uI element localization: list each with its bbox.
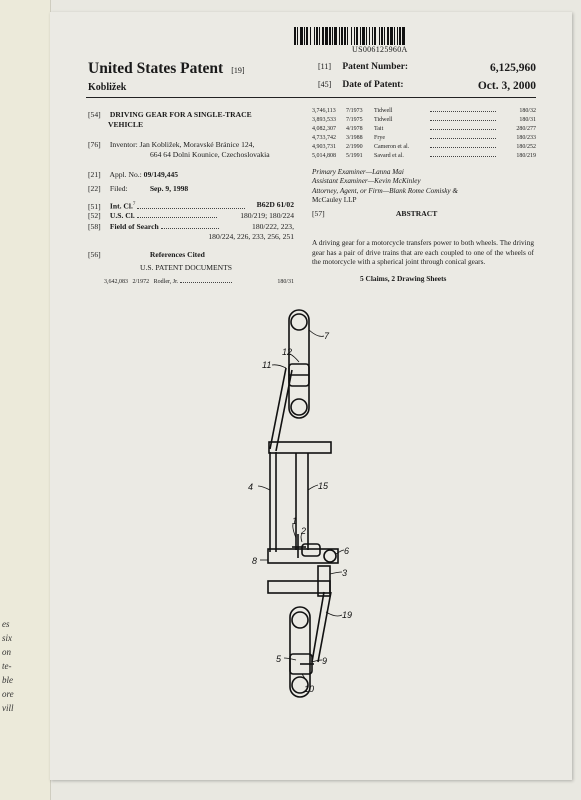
leader-dots xyxy=(430,129,496,130)
uscl-value: 180/219; 180/224 xyxy=(240,211,294,220)
ref-date: 7/1975 xyxy=(346,117,363,123)
title-field xyxy=(88,110,298,130)
drawing-label: 4 xyxy=(248,482,254,492)
strip-fragment: vill xyxy=(2,703,14,713)
ref-number: 3,893,533 xyxy=(312,117,336,123)
reference-row xyxy=(104,279,294,285)
invention-title: DRIVING GEAR FOR A SINGLE-TRACE xyxy=(109,110,252,119)
drawing-label: 11 xyxy=(262,360,272,370)
reference-row xyxy=(312,117,536,126)
drawing-label: 15 xyxy=(318,481,329,491)
patent-date: Oct. 3, 2000 xyxy=(477,80,536,92)
assistant-examiner: Assistant Examiner—Kevin McKinley xyxy=(312,177,421,186)
top-pulley-lower xyxy=(291,399,307,415)
reference-row xyxy=(312,144,536,153)
drawing-label: 3 xyxy=(342,568,348,578)
reference-row xyxy=(312,108,536,117)
uscl-label: U.S. Cl. xyxy=(109,211,135,220)
ref-number: 5,014,808 xyxy=(312,153,336,159)
appl-number: 09/149,445 xyxy=(143,170,179,179)
strip-fragment: ble xyxy=(2,675,13,685)
drawing-label: 2 xyxy=(301,526,307,536)
ref-name: Tidwell xyxy=(374,108,393,114)
drawing-label: 12 xyxy=(282,347,293,357)
field-code: [57] xyxy=(312,209,325,218)
ref-date: 2/1990 xyxy=(346,144,363,150)
field-code: [22] xyxy=(88,184,101,193)
ref-date: 7/1973 xyxy=(346,108,363,114)
ref-number: 4,733,742 xyxy=(312,135,336,141)
abstract-heading: ABSTRACT xyxy=(395,209,438,218)
appl-label: Appl. No.: xyxy=(109,170,142,179)
upper-cross-member xyxy=(269,442,331,453)
adjacent-page-strip xyxy=(0,0,51,800)
right-references xyxy=(312,108,536,162)
leader-dots xyxy=(430,111,496,112)
inventor-field xyxy=(88,140,303,160)
drawing-label: 10 xyxy=(304,684,315,694)
patent-number-row xyxy=(318,62,536,72)
barcode-gap xyxy=(405,27,406,45)
drawing-label: 8 xyxy=(252,556,258,566)
abstract-heading-row xyxy=(312,209,536,219)
ref-name: Savard et al. xyxy=(374,153,404,159)
ref-number: 3,642,083 xyxy=(104,279,128,285)
search-value-cont: 180/224, 226, 233, 256, 251 xyxy=(208,232,294,241)
drawing-label: 19 xyxy=(342,610,353,620)
leader-dots xyxy=(430,120,496,121)
references-heading: References Cited xyxy=(149,250,205,259)
ref-class: 180/233 xyxy=(516,135,536,141)
attorney-cont: McCauley LLP xyxy=(312,196,357,205)
title-code: [19] xyxy=(231,66,245,75)
uscl-field xyxy=(88,211,294,221)
field-code: [11] xyxy=(318,62,332,71)
ref-class: 180/31 xyxy=(277,279,294,285)
examiners-block xyxy=(312,168,536,206)
field-code: [54] xyxy=(88,110,101,119)
search-label: Field of Search xyxy=(109,222,159,231)
barcode xyxy=(294,27,484,45)
top-pulley xyxy=(291,314,307,330)
patent-drawing xyxy=(226,302,406,702)
leader-dots xyxy=(430,138,496,139)
intcl-label: Int. Cl. xyxy=(109,201,133,211)
primary-examiner: Primary Examiner—Lanna Mai xyxy=(312,168,404,176)
field-code: [52] xyxy=(88,211,101,220)
search-field xyxy=(88,222,294,241)
drawing-label: 9 xyxy=(322,656,328,666)
patent-number-label: Patent Number: xyxy=(342,62,409,72)
strip-fragment: six xyxy=(2,633,12,643)
header-rule xyxy=(86,97,536,98)
ref-date: 3/1988 xyxy=(346,135,363,141)
document-number: US006125960A xyxy=(352,45,408,54)
strip-fragment: ore xyxy=(2,689,14,699)
patent-title-header xyxy=(88,60,245,78)
inventor-surname: Kobližek xyxy=(88,82,127,93)
ref-class: 180/32 xyxy=(519,108,536,114)
drawing-label: 5 xyxy=(276,654,282,664)
ref-class: 180/252 xyxy=(516,144,536,150)
drawing-label: 7 xyxy=(324,331,330,341)
invention-title-cont: VEHICLE xyxy=(108,120,144,129)
ref-date: 5/1991 xyxy=(346,153,363,159)
ref-date: 2/1972 xyxy=(132,279,150,285)
filed-field xyxy=(88,184,188,194)
filed-date: Sep. 9, 1998 xyxy=(149,184,189,193)
filed-label: Filed: xyxy=(109,184,128,193)
ref-name: Tidwell xyxy=(374,117,393,123)
ref-name: Cameron et al. xyxy=(374,144,410,150)
strip-fragment: te- xyxy=(2,661,12,671)
date-row xyxy=(318,80,536,90)
intcl-value: B62D 61/02 xyxy=(256,200,294,209)
inventor-label: Inventor: xyxy=(109,140,138,149)
appl-field xyxy=(88,170,178,180)
claims-summary: 5 Claims, 2 Drawing Sheets xyxy=(360,274,447,283)
ref-number: 3,746,113 xyxy=(312,108,336,114)
references-heading-row xyxy=(88,250,294,260)
ref-name: Frye xyxy=(374,135,385,141)
strip-fragment: on xyxy=(2,647,11,657)
field-code: [45] xyxy=(318,80,332,89)
us-docs-heading: U.S. PATENT DOCUMENTS xyxy=(140,263,232,272)
ref-name: Tait xyxy=(374,126,384,132)
leader-dots xyxy=(430,156,496,157)
ref-number: 4,903,731 xyxy=(312,144,336,150)
ref-class: 180/219 xyxy=(516,153,536,159)
field-code: [21] xyxy=(88,170,101,179)
field-code: [51] xyxy=(88,201,101,211)
patent-number: 6,125,960 xyxy=(490,62,536,74)
lower-cross-member xyxy=(268,581,330,593)
reference-row xyxy=(312,153,536,162)
field-code: [76] xyxy=(88,140,101,149)
drawing-label: 1 xyxy=(292,516,298,526)
ref-name: Rodler, Jr. xyxy=(153,279,179,285)
attorney: Attorney, Agent, or Firm—Blank Rome Comisky & xyxy=(312,186,458,195)
leader-dots xyxy=(430,147,496,148)
reference-row xyxy=(312,135,536,144)
reference-row xyxy=(312,126,536,135)
strip-fragment: es xyxy=(2,619,10,629)
search-value: 180/222, 223, xyxy=(252,222,294,231)
date-label: Date of Patent: xyxy=(342,80,404,90)
inventor-address: Jan Kobližek, Moravské Bránice 124, xyxy=(139,140,255,149)
abstract-text: A driving gear for a motorcycle transfers power to both wheels. The driving gear has a pair of drive trains that are each coupled to one of the wheels of the motorcycle with a spherical joint through conical gears. xyxy=(312,238,534,267)
intcl-field: [51] Int. Cl.$^7$ B62D 61/02 xyxy=(88,200,294,211)
ref-number: 4,082,307 xyxy=(312,126,336,132)
ref-class: 280/277 xyxy=(516,126,536,132)
ref-date: 4/1978 xyxy=(346,126,363,132)
patent-page xyxy=(50,12,572,780)
field-code: [58] xyxy=(88,222,101,231)
inventor-address-cont: 664 64 Dolni Kounice, Czechoslovakia xyxy=(150,150,270,159)
field-code: [56] xyxy=(88,250,101,259)
ref-class: 180/31 xyxy=(519,117,536,123)
drawing-label: 6 xyxy=(344,546,350,556)
title-text: United States Patent xyxy=(88,60,224,77)
